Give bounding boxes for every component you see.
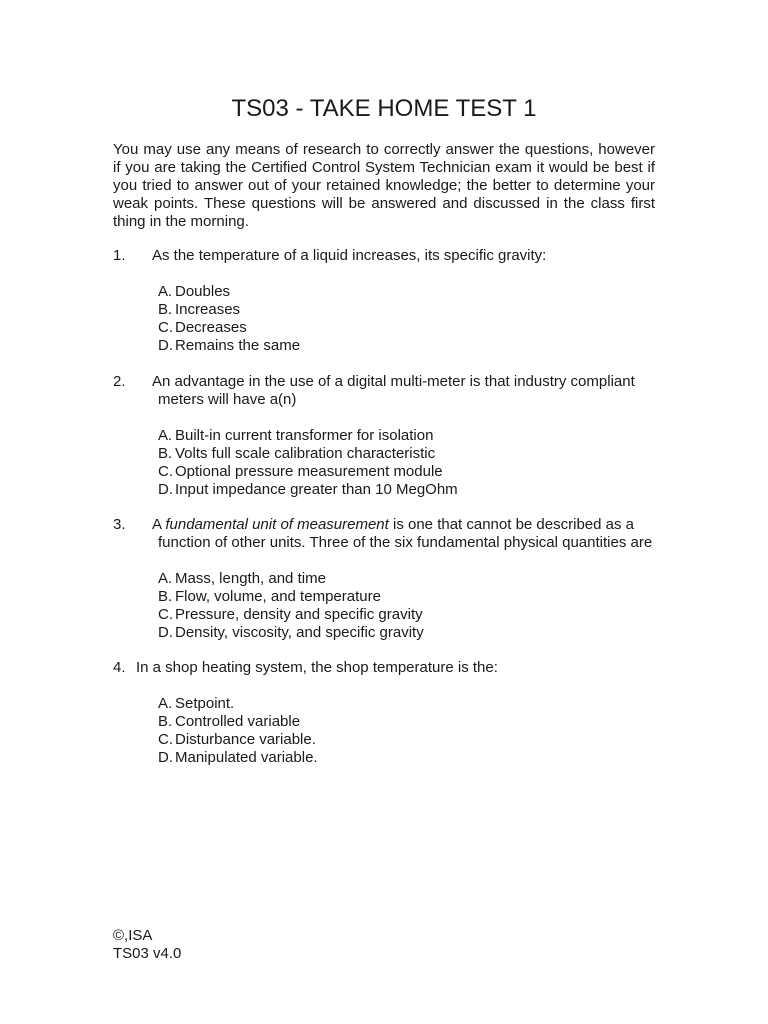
answer-options bbox=[158, 427, 458, 499]
option-b bbox=[158, 713, 318, 731]
option-letter: A. bbox=[158, 695, 173, 712]
option-text: Volts full scale calibration characteristic bbox=[175, 445, 436, 462]
option-letter: B. bbox=[158, 445, 173, 462]
option-d bbox=[158, 337, 300, 355]
page-footer bbox=[113, 927, 181, 963]
question-1 bbox=[113, 247, 655, 354]
question-number: 4. bbox=[113, 659, 126, 676]
question-2 bbox=[113, 373, 655, 498]
option-text: Manipulated variable. bbox=[175, 749, 318, 766]
option-text: Flow, volume, and temperature bbox=[175, 588, 381, 605]
question-text bbox=[113, 247, 655, 265]
option-letter: C. bbox=[158, 319, 173, 336]
answer-options bbox=[158, 283, 300, 355]
question-stem bbox=[113, 373, 655, 409]
option-text: Disturbance variable. bbox=[175, 731, 316, 748]
option-a bbox=[158, 570, 424, 588]
question-line-1: In a shop heating system, the shop temperature is the: bbox=[136, 659, 498, 676]
option-letter: D. bbox=[158, 749, 173, 766]
option-letter: C. bbox=[158, 606, 173, 623]
answer-options bbox=[158, 570, 424, 642]
option-text: Setpoint. bbox=[175, 695, 235, 712]
option-text: Built-in current transformer for isolation bbox=[175, 427, 434, 444]
question-text-emphasis: fundamental unit of measurement bbox=[165, 516, 389, 533]
option-text: Density, viscosity, and specific gravity bbox=[175, 624, 424, 641]
option-letter: A. bbox=[158, 283, 173, 300]
intro-paragraph: You may use any means of research to correctly answer the questions, however if you are taking the Certified Control System Technician exam it would be best if you tried to answer out of your retained knowledge; the better to determine your weak points. These questions will be answered and discussed in the class first thing in the morning. bbox=[113, 141, 655, 230]
option-text: Mass, length, and time bbox=[175, 570, 326, 587]
option-text: Remains the same bbox=[175, 337, 301, 354]
document-version: TS03 v4.0 bbox=[113, 945, 182, 962]
question-number: 3. bbox=[113, 516, 126, 533]
option-b bbox=[158, 588, 424, 606]
question-line-1 bbox=[152, 516, 655, 534]
question-line-1: An advantage in the use of a digital multi-meter is that industry compliant bbox=[152, 373, 635, 390]
option-letter: C. bbox=[158, 463, 173, 480]
option-c bbox=[158, 606, 424, 624]
option-b bbox=[158, 301, 300, 319]
document-title: TS03 - TAKE HOME TEST 1 bbox=[231, 95, 537, 122]
option-letter: D. bbox=[158, 481, 173, 498]
question-text-pre: A bbox=[152, 516, 166, 533]
option-text: Input impedance greater than 10 MegOhm bbox=[175, 481, 458, 498]
question-number: 1. bbox=[113, 247, 126, 264]
option-letter: A. bbox=[158, 427, 173, 444]
option-letter: D. bbox=[158, 337, 173, 354]
answer-options bbox=[158, 695, 318, 767]
option-a bbox=[158, 427, 458, 445]
option-letter: B. bbox=[158, 588, 173, 605]
option-letter: A. bbox=[158, 570, 173, 587]
question-text-post: is one that cannot be described as a bbox=[388, 516, 634, 533]
question-line-2: meters will have a(n) bbox=[158, 391, 297, 408]
option-a bbox=[158, 695, 318, 713]
option-d bbox=[158, 624, 424, 642]
question-line-1: As the temperature of a liquid increases, its specific gravity: bbox=[152, 247, 547, 264]
question-line-2: function of other units. Three of the six fundamental physical quantities are bbox=[158, 534, 653, 551]
option-text: Optional pressure measurement module bbox=[175, 463, 443, 480]
question-number: 2. bbox=[113, 373, 126, 390]
option-b bbox=[158, 445, 458, 463]
option-text: Decreases bbox=[175, 319, 247, 336]
question-text bbox=[113, 373, 655, 409]
option-text: Pressure, density and specific gravity bbox=[175, 606, 423, 623]
option-c bbox=[158, 463, 458, 481]
option-c bbox=[158, 319, 300, 337]
option-d bbox=[158, 749, 318, 767]
option-letter: B. bbox=[158, 301, 173, 318]
option-c bbox=[158, 731, 318, 749]
option-letter: B. bbox=[158, 713, 173, 730]
question-text bbox=[113, 659, 655, 677]
question-4 bbox=[113, 659, 655, 766]
option-letter: D. bbox=[158, 624, 173, 641]
option-text: Increases bbox=[175, 301, 241, 318]
option-d bbox=[158, 481, 458, 499]
question-3 bbox=[113, 516, 655, 641]
option-a bbox=[158, 283, 300, 301]
option-text: Controlled variable bbox=[175, 713, 301, 730]
question-text bbox=[113, 516, 655, 552]
question-stem bbox=[113, 516, 655, 552]
copyright-notice: ©,ISA bbox=[113, 927, 153, 944]
option-letter: C. bbox=[158, 731, 173, 748]
option-text: Doubles bbox=[175, 283, 231, 300]
question-stem bbox=[113, 659, 655, 677]
question-stem bbox=[113, 247, 655, 265]
